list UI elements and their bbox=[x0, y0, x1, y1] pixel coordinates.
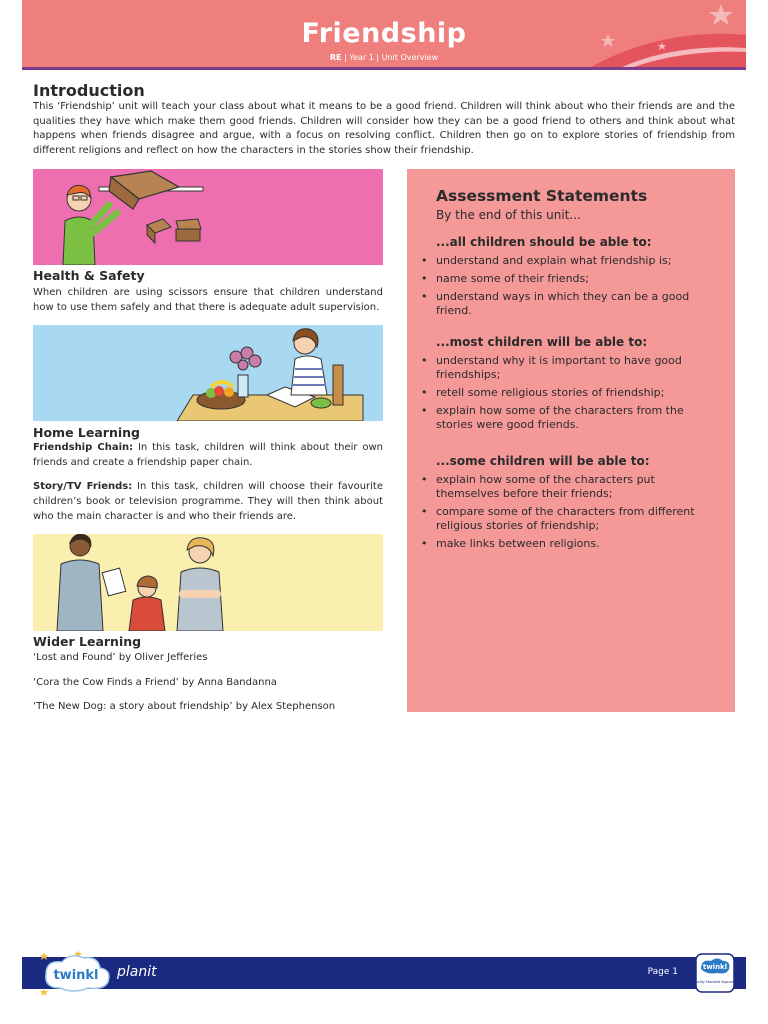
most-children-heading: ...most children will be able to: bbox=[436, 335, 648, 349]
health-safety-illustration bbox=[33, 169, 383, 265]
page-header bbox=[22, 0, 746, 70]
most-children-list bbox=[407, 354, 707, 436]
badge-brand: twinkl bbox=[702, 963, 728, 971]
intro-heading: Introduction bbox=[33, 81, 145, 100]
assessment-subheading: By the end of this unit... bbox=[436, 208, 581, 222]
wider-learning-book-1: ‘Lost and Found’ by Oliver Jefferies bbox=[33, 652, 208, 663]
list-item: • understand and explain what friendship is; bbox=[407, 254, 707, 268]
list-item: • explain how some of the characters put themselves before their friends; bbox=[407, 473, 707, 501]
subject-label: RE bbox=[329, 53, 342, 62]
page-number: Page 1 bbox=[647, 967, 678, 977]
subtitle-text: | Year 1 | Unit Overview bbox=[341, 53, 439, 62]
all-children-heading: ...all children should be able to: bbox=[436, 235, 652, 249]
list-item: • understand why it is important to have good friendships; bbox=[407, 354, 707, 382]
intro-paragraph: This ‘Friendship’ unit will teach your class about what it means to be a good friend. Children will think about who their friends are and the qualities they have which make them good friends. Children will consider how they can be a good friend to others and think about what happens when friends disagree and argue, with a focus on resolving conflict. Children then go on to explore stories of friendship from different religions and reflect on how the characters in the stories show their friendship. bbox=[33, 101, 735, 156]
wider-learning-illustration bbox=[33, 534, 383, 631]
list-item: • understand ways in which they can be a good friend. bbox=[407, 290, 707, 318]
planit-it: it bbox=[147, 964, 157, 980]
home-learning-item-1 bbox=[33, 440, 383, 470]
header-divider bbox=[22, 67, 746, 70]
health-safety-heading: Health & Safety bbox=[33, 268, 145, 283]
planit-plan: plan bbox=[117, 964, 148, 980]
twinkl-logo-icon bbox=[38, 950, 128, 1000]
page-title: Friendship bbox=[301, 18, 467, 49]
story-tv-friends-text: In this task, children will choose their favourite children’s book or television programme. They will then think about who the main character is and who their friends are. bbox=[33, 481, 383, 522]
some-children-list bbox=[407, 473, 707, 555]
list-item: • compare some of the characters from different religious stories of friendship; bbox=[407, 505, 707, 533]
assessment-heading: Assessment Statements bbox=[436, 187, 648, 205]
friendship-chain-label: Friendship Chain: bbox=[33, 442, 134, 453]
some-children-heading: ...some children will be able to: bbox=[436, 454, 650, 468]
page-footer bbox=[22, 957, 746, 989]
wider-learning-heading: Wider Learning bbox=[33, 634, 142, 649]
quality-standard-badge bbox=[695, 953, 735, 993]
wider-learning-book-2: ‘Cora the Cow Finds a Friend’ by Anna Bandanna bbox=[33, 677, 277, 688]
story-tv-friends-label: Story/TV Friends: bbox=[33, 481, 133, 492]
page-subtitle bbox=[22, 53, 746, 62]
list-item: • make links between religions. bbox=[407, 537, 707, 551]
badge-label: Quality Standard Approved bbox=[695, 980, 735, 984]
twinkl-logo-text: twinkl bbox=[53, 968, 99, 983]
health-safety-text: When children are using scissors ensure that children understand how to use them safely and that there is adequate adult supervision. bbox=[33, 287, 383, 313]
list-item: • retell some religious stories of friendship; bbox=[407, 386, 707, 400]
assessment-panel bbox=[407, 169, 735, 712]
home-learning-illustration bbox=[33, 325, 383, 421]
friendship-chain-text: In this task, children will think about their own friends and create a friendship paper chain. bbox=[33, 442, 383, 468]
all-children-list bbox=[407, 254, 707, 322]
wider-learning-book-3: ‘The New Dog: a story about friendship’ by Alex Stephenson bbox=[33, 701, 336, 712]
home-learning-item-2 bbox=[33, 479, 383, 524]
list-item: • explain how some of the characters from the stories were good friends. bbox=[407, 404, 707, 432]
list-item: • name some of their friends; bbox=[407, 272, 707, 286]
home-learning-heading: Home Learning bbox=[33, 425, 140, 440]
